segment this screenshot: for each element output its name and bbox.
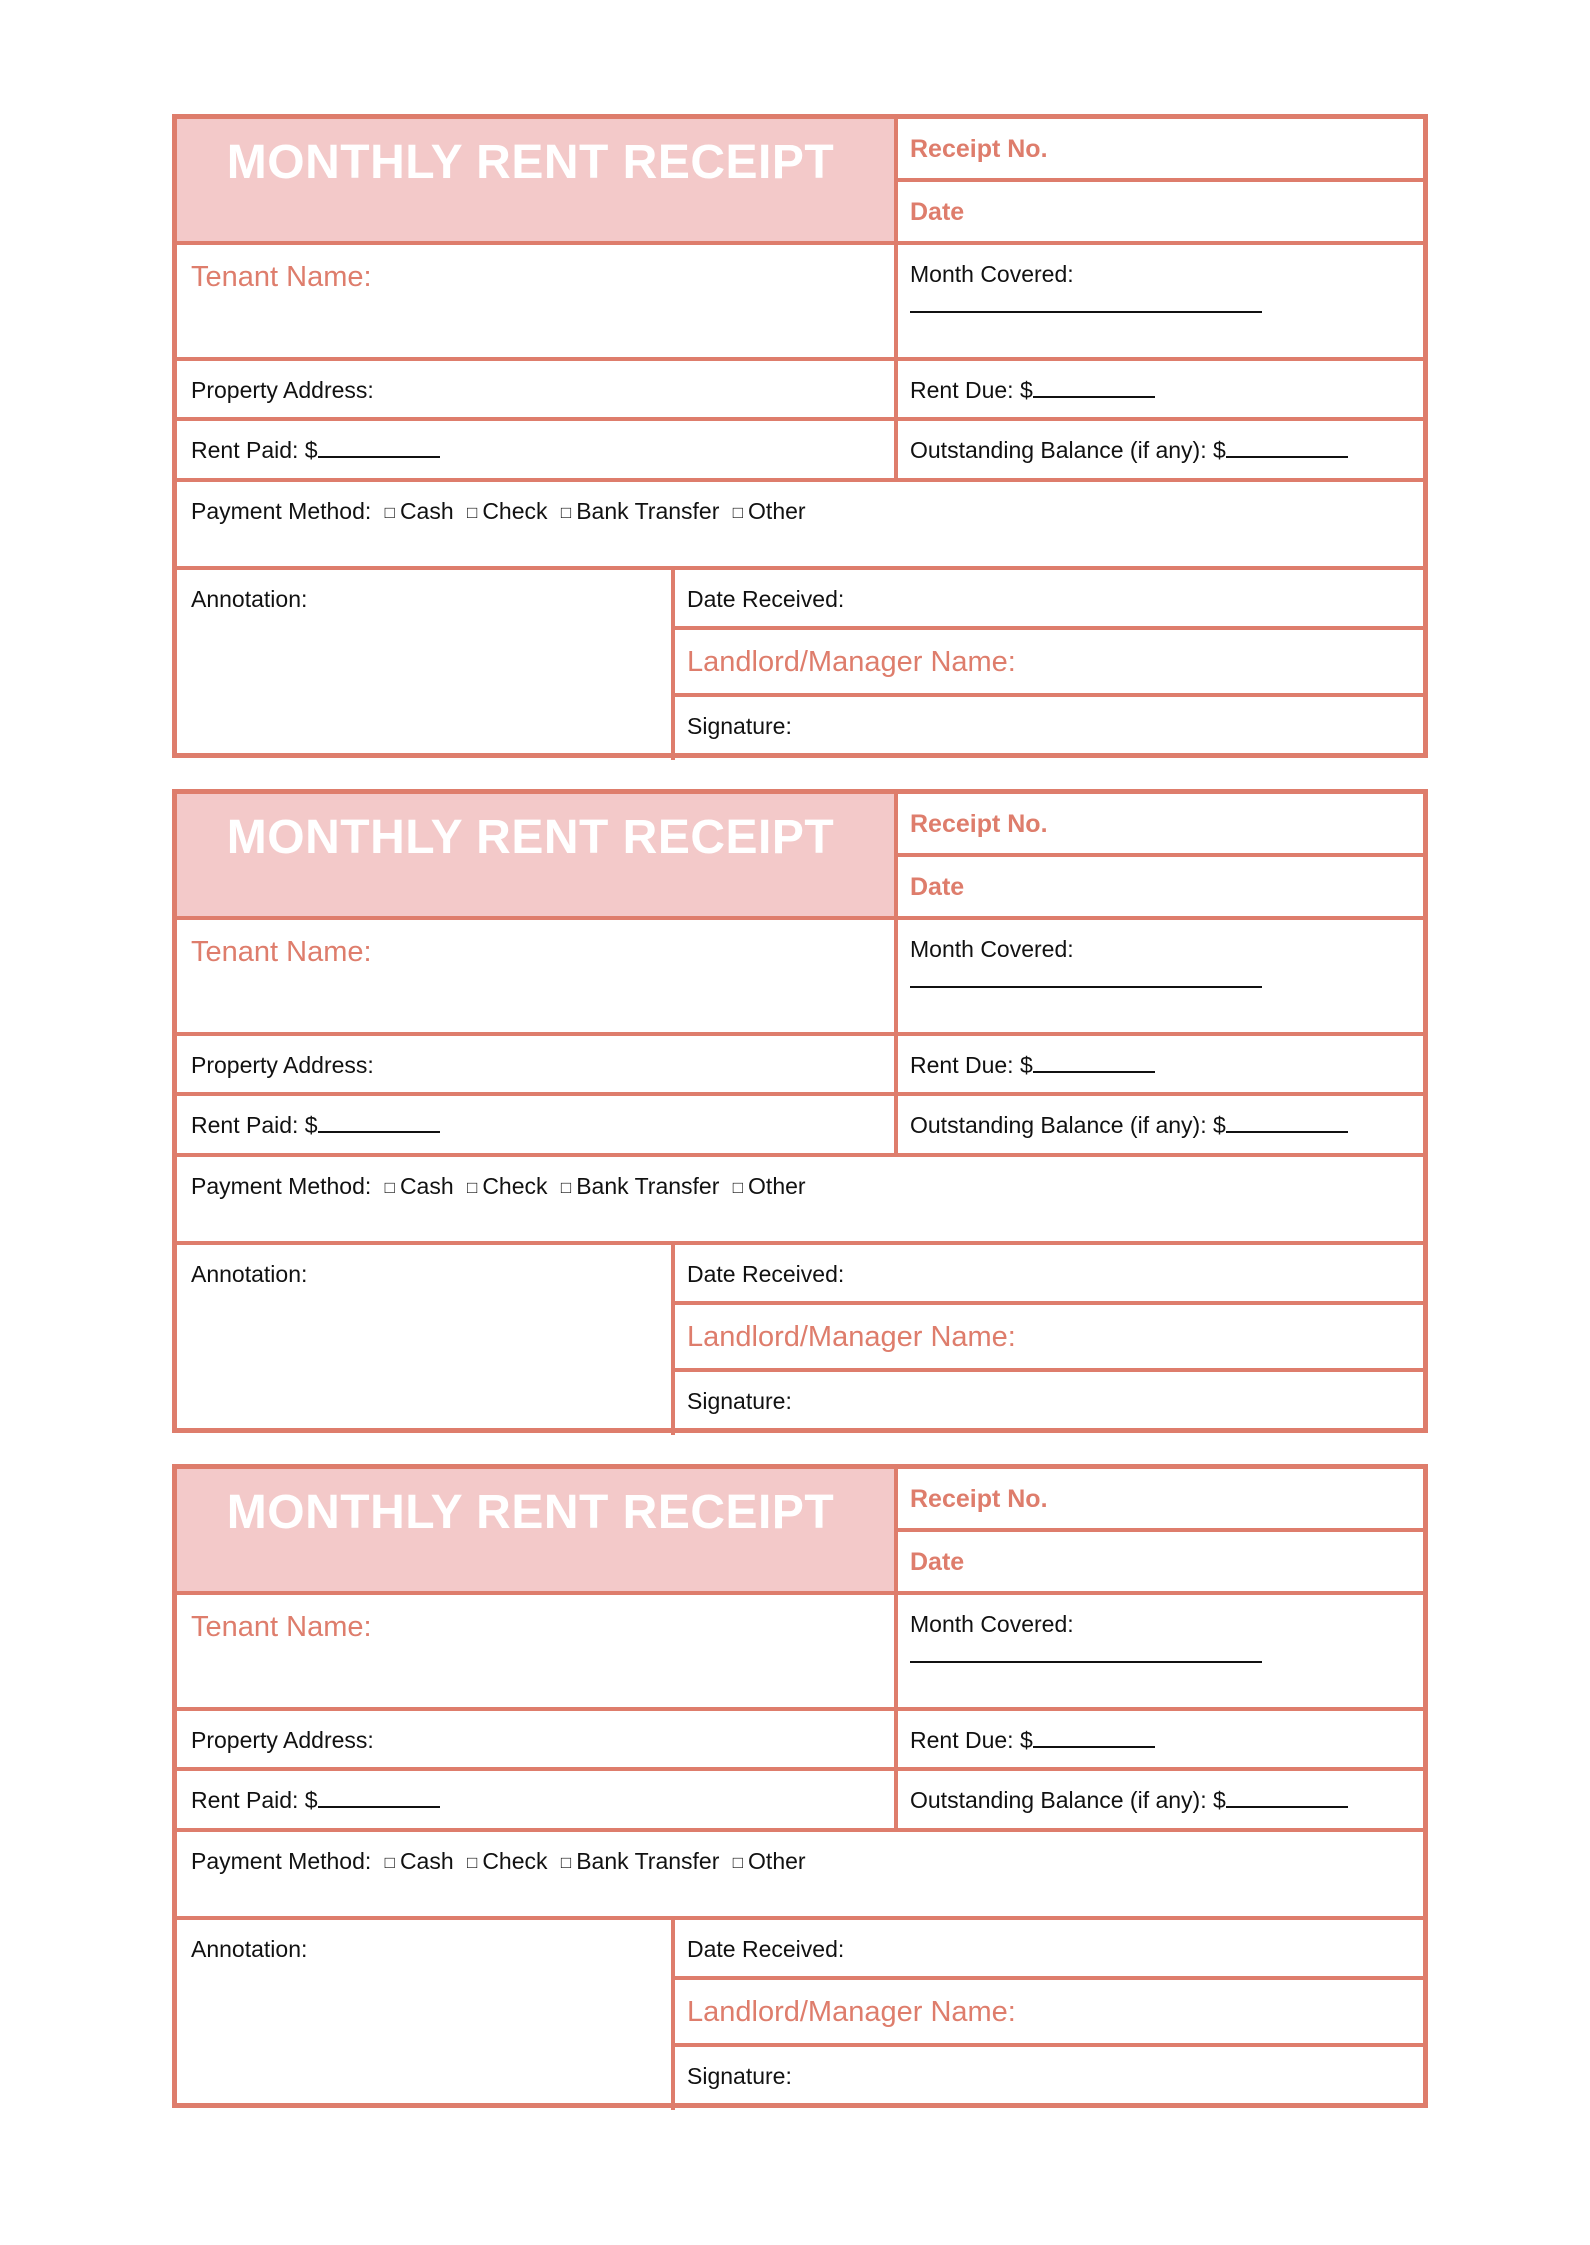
receipt-footer [177, 570, 1423, 760]
other-checkbox[interactable]: □ [732, 503, 744, 522]
tenant-name-field[interactable] [177, 1595, 898, 1711]
date-field[interactable] [898, 182, 1423, 245]
other-option-label: Other [748, 1173, 806, 1199]
month-covered-label: Month Covered: [910, 1611, 1074, 1637]
landlord-name-field[interactable] [675, 630, 1423, 697]
date-received-label: Date Received: [687, 586, 845, 612]
property-address-field[interactable] [177, 361, 898, 421]
receipt-number-field[interactable] [898, 1469, 1423, 1532]
rent-due-label: Rent Due: $ [910, 377, 1033, 403]
receipt-title-banner [177, 794, 898, 920]
rent-due-blank [1033, 382, 1155, 398]
outstanding-balance-blank [1226, 1792, 1348, 1808]
other-option-label: Other [748, 498, 806, 524]
month-covered-label: Month Covered: [910, 936, 1074, 962]
outstanding-balance-label: Outstanding Balance (if any): $ [910, 1787, 1226, 1813]
property-address-label: Property Address: [191, 377, 374, 403]
rent-paid-blank [318, 1792, 440, 1808]
payment-method-row [177, 482, 1423, 570]
bank-transfer-checkbox[interactable]: □ [560, 503, 572, 522]
cash-option-label: Cash [399, 498, 454, 524]
outstanding-balance-field[interactable] [898, 1096, 1423, 1157]
receipt-number-field[interactable] [898, 794, 1423, 857]
rent-paid-label: Rent Paid: $ [191, 437, 318, 463]
check-checkbox[interactable]: □ [467, 1853, 478, 1872]
other-option-label: Other [748, 1848, 806, 1874]
check-option-label: Check [482, 498, 548, 524]
check-checkbox[interactable]: □ [467, 503, 478, 522]
rent-paid-label: Rent Paid: $ [191, 1112, 318, 1138]
month-covered-underline [910, 986, 1262, 988]
date-received-label: Date Received: [687, 1936, 845, 1962]
payment-method-row [177, 1832, 1423, 1920]
signature-label: Signature: [687, 713, 792, 739]
rent-paid-blank [318, 442, 440, 458]
rent-due-blank [1033, 1732, 1155, 1748]
bank-transfer-option-label: Bank Transfer [576, 1848, 720, 1874]
tenant-name-label: Tenant Name: [191, 1611, 372, 1643]
outstanding-balance-blank [1226, 442, 1348, 458]
rent-due-label: Rent Due: $ [910, 1727, 1033, 1753]
outstanding-balance-label: Outstanding Balance (if any): $ [910, 437, 1226, 463]
outstanding-balance-field[interactable] [898, 421, 1423, 482]
rent-paid-field[interactable] [177, 1771, 898, 1832]
signature-label: Signature: [687, 1388, 792, 1414]
month-covered-field[interactable] [898, 245, 1423, 361]
landlord-name-label: Landlord/Manager Name: [687, 1996, 1016, 2028]
month-covered-underline [910, 1661, 1262, 1663]
tenant-name-label: Tenant Name: [191, 936, 372, 968]
date-received-field[interactable] [675, 1245, 1423, 1305]
month-covered-label: Month Covered: [910, 261, 1074, 287]
receipt-title: MONTHLY RENT RECEIPT [226, 1486, 835, 1539]
tenant-name-field[interactable] [177, 920, 898, 1036]
rent-due-blank [1033, 1057, 1155, 1073]
landlord-name-field[interactable] [675, 1980, 1423, 2047]
cash-checkbox[interactable]: □ [384, 503, 395, 522]
bank-transfer-option-label: Bank Transfer [576, 498, 720, 524]
outstanding-balance-blank [1226, 1117, 1348, 1133]
check-option-label: Check [482, 1173, 548, 1199]
month-covered-underline [910, 311, 1262, 313]
property-address-field[interactable] [177, 1036, 898, 1096]
annotation-label: Annotation: [191, 1936, 308, 1962]
property-address-label: Property Address: [191, 1727, 374, 1753]
date-field[interactable] [898, 857, 1423, 920]
annotation-field[interactable] [177, 570, 675, 760]
payment-method-label: Payment Method: [191, 1848, 372, 1874]
property-address-label: Property Address: [191, 1052, 374, 1078]
receipt-title-banner [177, 1469, 898, 1595]
month-covered-field[interactable] [898, 920, 1423, 1036]
signature-field[interactable] [675, 697, 1423, 760]
cash-checkbox[interactable]: □ [384, 1178, 395, 1197]
annotation-field[interactable] [177, 1245, 675, 1435]
landlord-name-label: Landlord/Manager Name: [687, 1321, 1016, 1353]
rent-receipt [172, 789, 1428, 1433]
rent-due-field[interactable] [898, 1036, 1423, 1096]
annotation-label: Annotation: [191, 586, 308, 612]
rent-receipt [172, 114, 1428, 758]
annotation-field[interactable] [177, 1920, 675, 2110]
landlord-name-field[interactable] [675, 1305, 1423, 1372]
signature-field[interactable] [675, 1372, 1423, 1435]
property-address-field[interactable] [177, 1711, 898, 1771]
signature-field[interactable] [675, 2047, 1423, 2110]
rent-paid-field[interactable] [177, 421, 898, 482]
date-label: Date [910, 1548, 965, 1576]
receipt-title: MONTHLY RENT RECEIPT [226, 811, 835, 864]
receipt-title: MONTHLY RENT RECEIPT [226, 136, 835, 189]
payment-method-label: Payment Method: [191, 1173, 372, 1199]
bank-transfer-option-label: Bank Transfer [576, 1173, 720, 1199]
receipt-footer [177, 1920, 1423, 2110]
receipt-number-label: Receipt No. [910, 810, 1048, 838]
payment-method-label: Payment Method: [191, 498, 372, 524]
date-received-field[interactable] [675, 1920, 1423, 1980]
outstanding-balance-field[interactable] [898, 1771, 1423, 1832]
rent-paid-label: Rent Paid: $ [191, 1787, 318, 1813]
bank-transfer-checkbox[interactable]: □ [560, 1853, 572, 1872]
signature-label: Signature: [687, 2063, 792, 2089]
payment-method-row [177, 1157, 1423, 1245]
rent-due-field[interactable] [898, 1711, 1423, 1771]
rent-due-field[interactable] [898, 361, 1423, 421]
tenant-name-label: Tenant Name: [191, 261, 372, 293]
check-checkbox[interactable]: □ [467, 1178, 478, 1197]
cash-option-label: Cash [399, 1848, 454, 1874]
receipt-footer [177, 1245, 1423, 1435]
receipt-title-banner [177, 119, 898, 245]
date-received-field[interactable] [675, 570, 1423, 630]
date-label: Date [910, 873, 965, 901]
rent-due-label: Rent Due: $ [910, 1052, 1033, 1078]
check-option-label: Check [482, 1848, 548, 1874]
annotation-label: Annotation: [191, 1261, 308, 1287]
other-checkbox[interactable]: □ [732, 1853, 744, 1872]
date-field[interactable] [898, 1532, 1423, 1595]
receipt-number-label: Receipt No. [910, 135, 1048, 163]
tenant-name-field[interactable] [177, 245, 898, 361]
landlord-name-label: Landlord/Manager Name: [687, 646, 1016, 678]
rent-paid-field[interactable] [177, 1096, 898, 1157]
receipt-number-field[interactable] [898, 119, 1423, 182]
rent-receipt [172, 1464, 1428, 2108]
cash-checkbox[interactable]: □ [384, 1853, 395, 1872]
cash-option-label: Cash [399, 1173, 454, 1199]
date-label: Date [910, 198, 965, 226]
date-received-label: Date Received: [687, 1261, 845, 1287]
receipt-number-label: Receipt No. [910, 1485, 1048, 1513]
bank-transfer-checkbox[interactable]: □ [560, 1178, 572, 1197]
rent-paid-blank [318, 1117, 440, 1133]
month-covered-field[interactable] [898, 1595, 1423, 1711]
outstanding-balance-label: Outstanding Balance (if any): $ [910, 1112, 1226, 1138]
other-checkbox[interactable]: □ [732, 1178, 744, 1197]
